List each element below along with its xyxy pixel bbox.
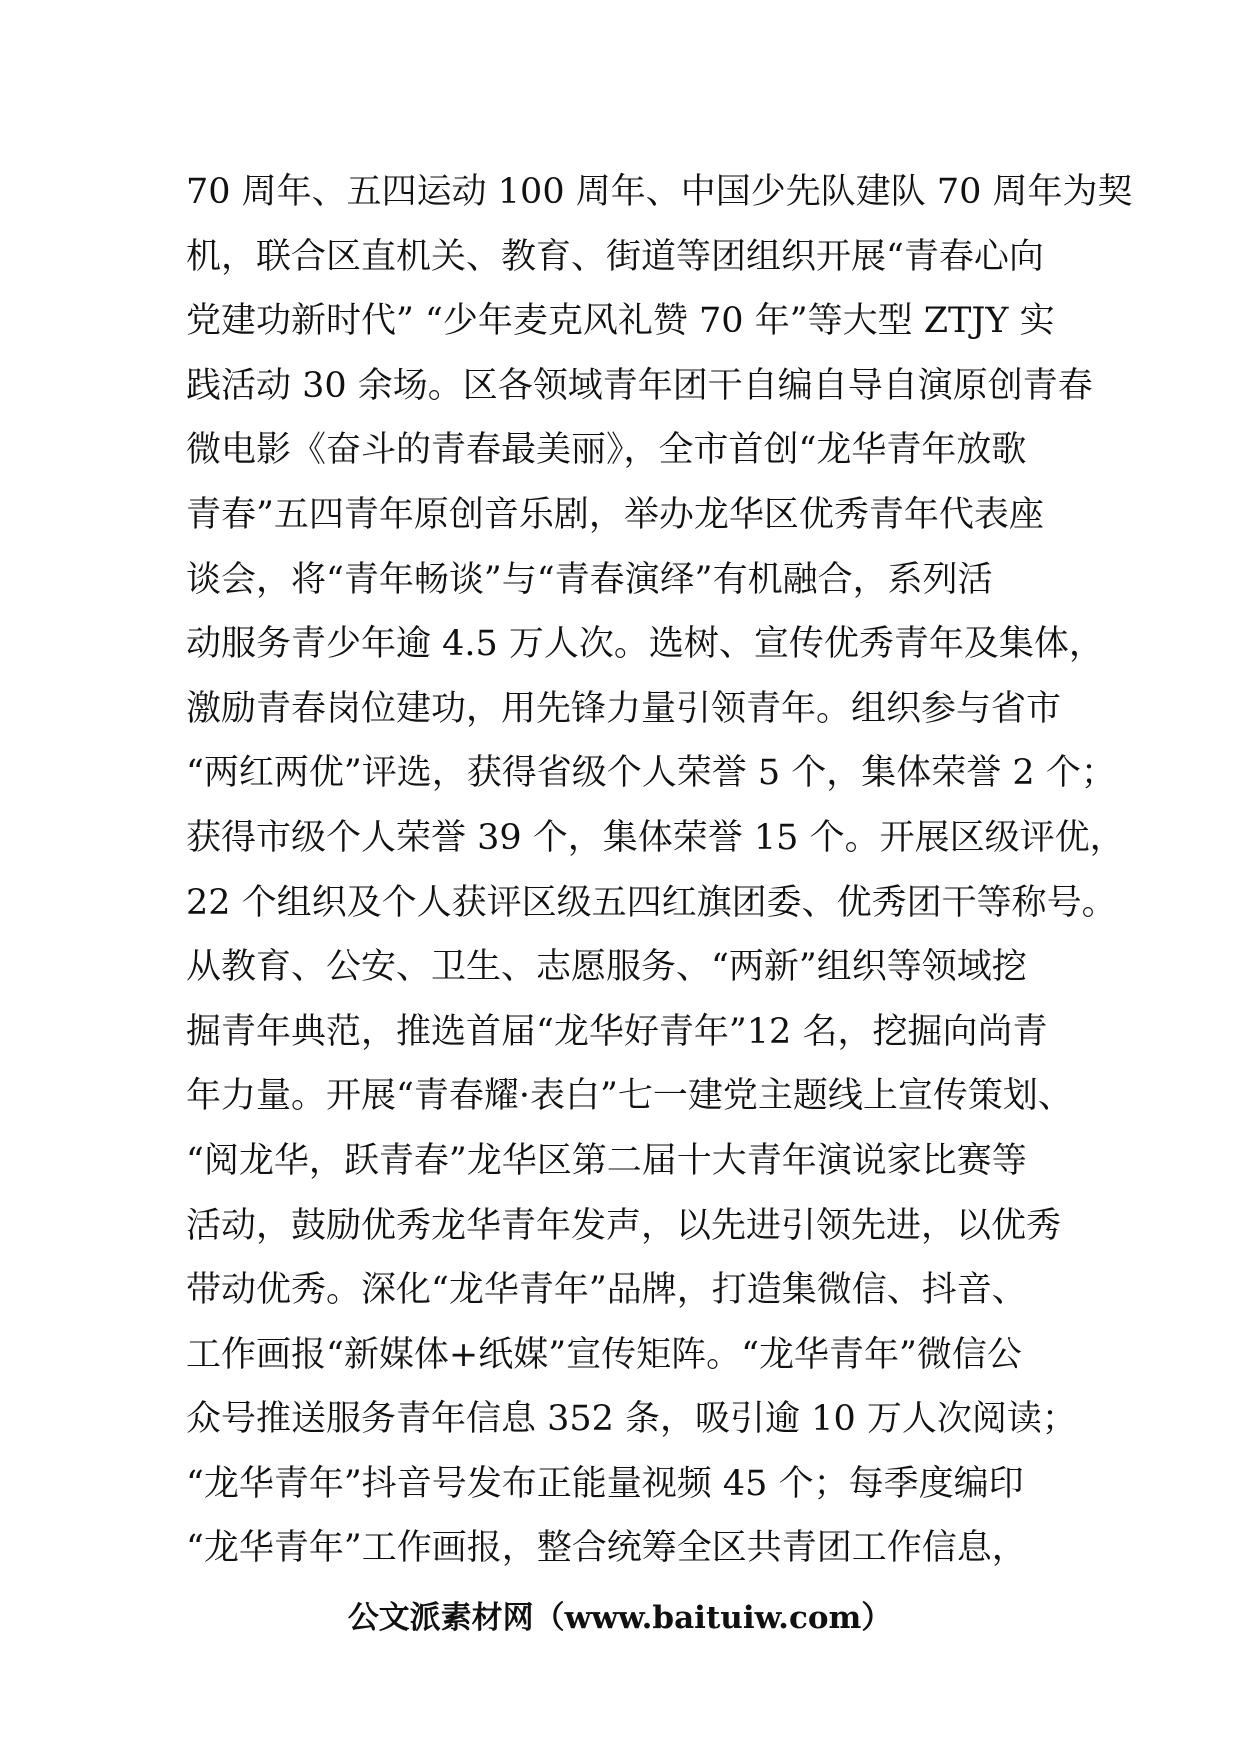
text-line: 年力量。开展“青春耀·表白”七一建党主题线上宣传策划、 xyxy=(186,1076,1073,1117)
text-line: 活动，鼓励优秀龙华青年发声，以先进引领先进，以优秀 xyxy=(186,1205,1062,1246)
text-line: 众号推送服务青年信息 352 条，吸引逾 10 万人次阅读； xyxy=(186,1399,1077,1440)
body-paragraph xyxy=(186,160,1133,1581)
text-line: 微电影《奋斗的青春最美丽》，全市首创“龙华青年放歌 xyxy=(186,430,1027,471)
text-line: 机，联合区直机关、教育、街道等团组织开展“青春心向 xyxy=(186,236,1044,277)
text-line: 谈会，将“青年畅谈”与“青春演绎”有机融合，系列活 xyxy=(186,559,993,600)
text-line: 带动优秀。深化“龙华青年”品牌，打造集微信、抖音、 xyxy=(186,1270,1027,1311)
text-line: 践活动 30 余场。区各领域青年团干自编自导自演原创青春 xyxy=(186,365,1093,406)
text-line: “龙华青年”抖音号发布正能量视频 45 个；每季度编印 xyxy=(186,1463,1024,1504)
text-line: 掘青年典范，推选首届“龙华好青年”12 名，挖掘向尚青 xyxy=(186,1011,1048,1052)
text-line: 从教育、公安、卫生、志愿服务、“两新”组织等领域挖 xyxy=(186,947,1027,988)
text-line: “阅龙华，跃青春”龙华区第二届十大青年演说家比赛等 xyxy=(186,1140,1027,1181)
text-line: 工作画报“新媒体+纸媒”宣传矩阵。“龙华青年”微信公 xyxy=(186,1334,1022,1375)
text-line: 获得市级个人荣誉 39 个，集体荣誉 15 个。开展区级评优， xyxy=(186,817,1125,858)
text-line: “两红两优”评选，获得省级个人荣誉 5 个，集体荣誉 2 个； xyxy=(186,753,1116,794)
text-line: 70 周年、五四运动 100 周年、中国少先队建队 70 周年为契 xyxy=(186,172,1133,212)
text-line: 22 个组织及个人获评区级五四红旗团委、优秀团干等称号。 xyxy=(186,882,1117,923)
text-line: 党建功新时代” “少年麦克风礼赞 70 年”等大型 ZTJY 实 xyxy=(186,301,1055,342)
text-line: 激励青春岗位建功，用先锋力量引领青年。组织参与省市 xyxy=(186,688,1062,729)
text-line: 青春”五四青年原创音乐剧，举办龙华区优秀青年代表座 xyxy=(186,494,1044,535)
text-line: “龙华青年”工作画报，整合统筹全区共青团工作信息， xyxy=(186,1528,1027,1569)
page-footer-watermark: 公文派素材网（www.baituiw.com） xyxy=(347,1600,893,1636)
text-line: 动服务青少年逾 4.5 万人次。选树、宣传优秀青年及集体， xyxy=(186,624,1104,665)
